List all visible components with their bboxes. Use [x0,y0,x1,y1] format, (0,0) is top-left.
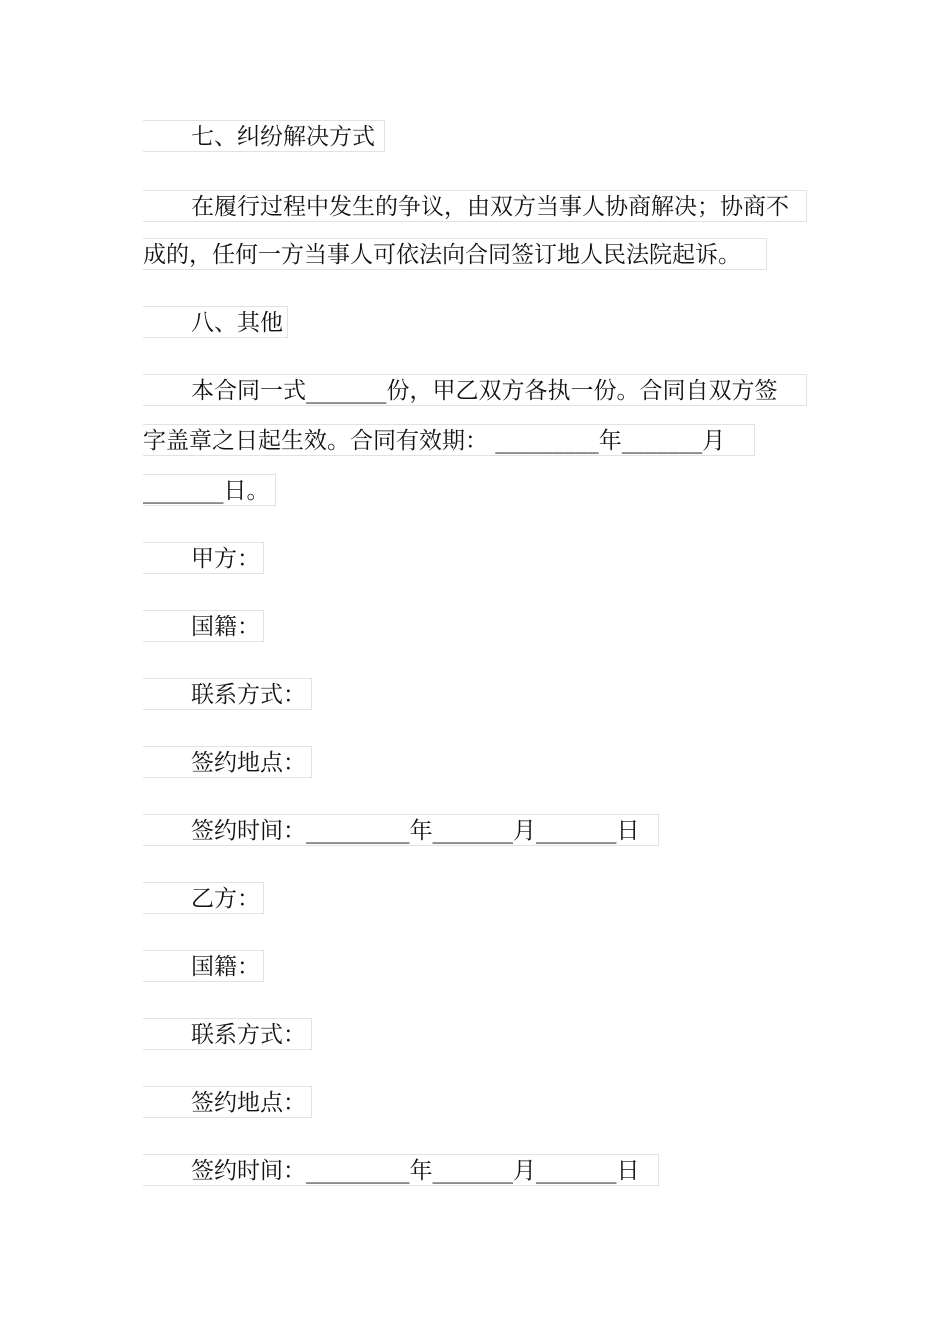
party-a-place-label: 签约地点： [143,746,312,778]
party-a-nationality-label: 国籍： [143,610,264,642]
party-b-place-label: 签约地点： [143,1086,312,1118]
party-b-nationality-label: 国籍： [143,950,264,982]
section7-heading: 七、纠纷解决方式 [143,120,385,152]
party-a-time-line: 签约时间：_________年_______月_______日 [143,814,659,846]
section8-paragraph-line2: 字盖章之日起生效。合同有效期： _________年_______月 [143,424,755,456]
section8-paragraph-line1: 本合同一式_______份，甲乙双方各执一份。合同自双方签 [143,374,807,406]
section8-paragraph-line3: _______日。 [143,474,276,506]
party-a-contact-label: 联系方式： [143,678,312,710]
section7-paragraph-line2: 成的，任何一方当事人可依法向合同签订地人民法院起诉。 [143,238,767,270]
section8-heading: 八、其他 [143,306,288,338]
party-b-label: 乙方： [143,882,264,914]
party-a-label: 甲方： [143,542,264,574]
section7-paragraph-line1: 在履行过程中发生的争议，由双方当事人协商解决；协商不 [143,190,807,222]
party-b-contact-label: 联系方式： [143,1018,312,1050]
party-b-time-line: 签约时间：_________年_______月_______日 [143,1154,659,1186]
